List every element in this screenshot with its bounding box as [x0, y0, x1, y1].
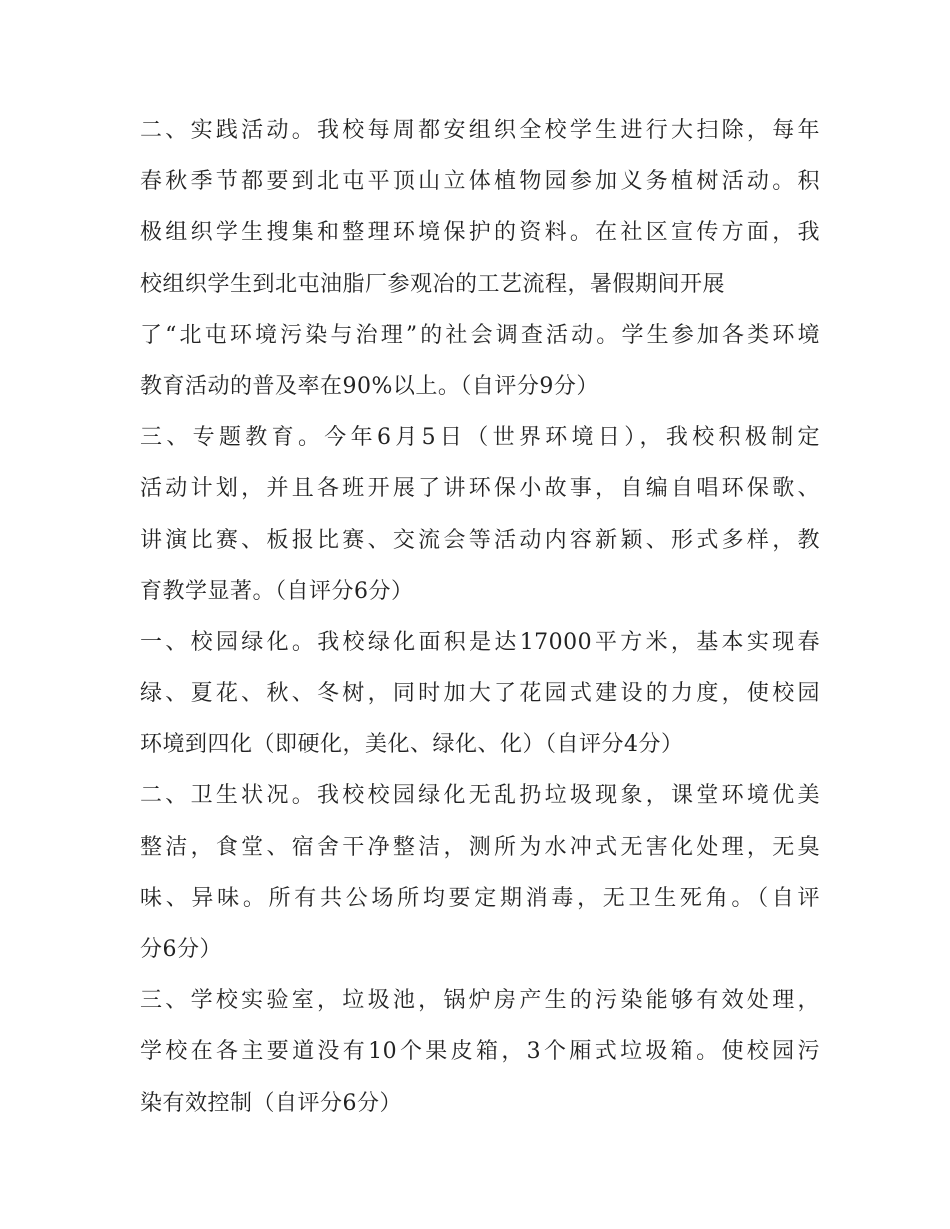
text-line: 了“北屯环境污染与治理”的社会调查活动。学生参加各类环境	[140, 322, 820, 348]
text-line: 二、实践活动。我校每周都安组织全校学生进行大扫除，每年	[140, 118, 820, 143]
text-line: 环境到四化（即硬化，美化、绿化、化）（自评分4分）	[140, 732, 684, 758]
text-line: 活动计划，并且各班开展了讲环保小故事，自编自唱环保歌、	[140, 476, 820, 502]
text-line: 极组织学生搜集和整理环境保护的资料。在社区宣传方面，我	[140, 220, 820, 246]
document-body	[140, 105, 820, 1129]
text-line: 育教学显著。（自评分6分）	[140, 578, 414, 604]
text-line: 整洁，食堂、宿舍干净整洁，测所为水冲式无害化处理，无臭	[140, 834, 820, 860]
text-line: 教育活动的普及率在90%以上。（自评分9分）	[140, 373, 599, 399]
text-line: 二、卫生状况。我校校园绿化无乱扔垃圾现象，课堂环境优美	[140, 783, 820, 809]
text-line: 一、校园绿化。我校绿化面积是达17000平方米，基本实现春	[140, 629, 820, 655]
text-line: 讲演比赛、板报比赛、交流会等活动内容新颖、形式多样，教	[140, 527, 820, 553]
text-line: 绿、夏花、秋、冬树，同时加大了花园式建设的力度，使校园	[140, 681, 820, 707]
text-line: 三、学校实验室，垃圾池，锅炉房产生的污染能够有效处理，	[140, 988, 820, 1014]
text-line: 染有效控制（自评分6分）	[140, 1090, 402, 1116]
text-line: 分6分）	[140, 937, 222, 962]
text-line: 学校在各主要道没有10个果皮箱，3个厢式垃圾箱。使校园污	[140, 1039, 820, 1065]
text-line: 春秋季节都要到北屯平顶山立体植物园参加义务植树活动。积	[140, 169, 820, 195]
text-line: 味、异味。所有共公场所均要定期消毒，无卫生死角。（自评	[140, 885, 820, 911]
text-line: 校组织学生到北屯油脂厂参观冶的工艺流程，暑假期间开展	[140, 271, 726, 297]
text-line: 三、专题教育。今年6月5日（世界环境日），我校积极制定	[140, 425, 820, 451]
